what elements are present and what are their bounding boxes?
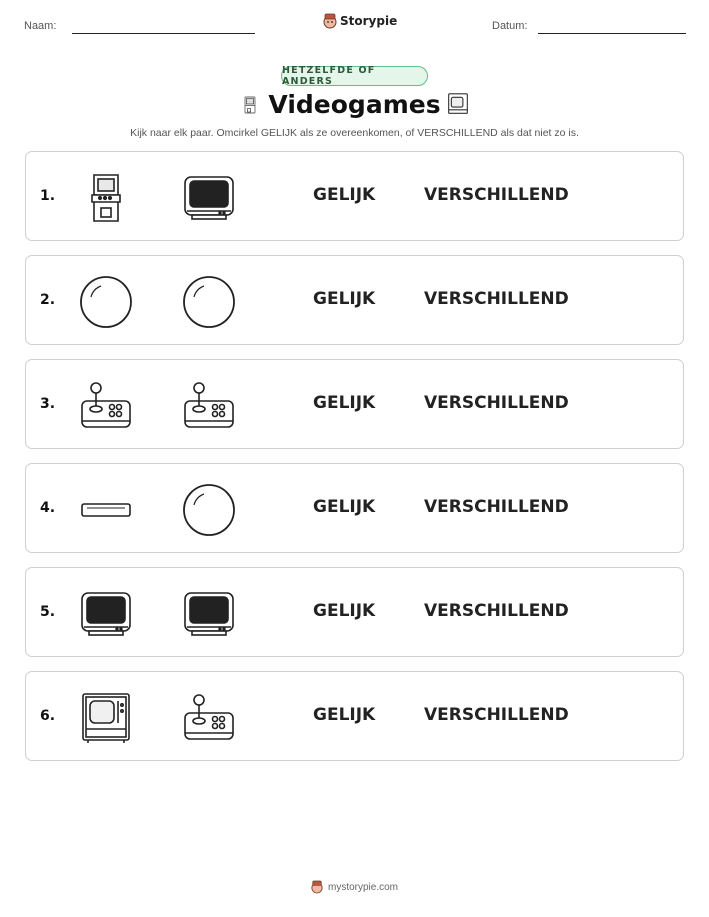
footer-url[interactable]: mystorypie.com	[327, 881, 398, 893]
joystick-icon	[182, 379, 236, 433]
option-different[interactable]: VERSCHILLEND	[424, 601, 569, 621]
activity-badge: HETZELFDE OF ANDERS	[281, 66, 428, 86]
option-different[interactable]: VERSCHILLEND	[424, 393, 569, 413]
question-row	[25, 255, 684, 345]
joystick-icon	[79, 379, 133, 433]
question-number: 1.	[40, 188, 56, 204]
question-row	[25, 567, 684, 657]
storypie-mascot-icon	[323, 13, 337, 29]
option-different[interactable]: VERSCHILLEND	[424, 497, 569, 517]
question-row	[25, 463, 684, 553]
option-same[interactable]: GELIJK	[313, 497, 376, 517]
page-title: Videogames	[268, 90, 441, 119]
joystick-icon	[182, 691, 236, 745]
retro-tv-icon	[446, 91, 470, 121]
question-number: 5.	[40, 604, 56, 620]
date-label: Datum:	[492, 20, 528, 32]
date-line[interactable]	[538, 33, 686, 34]
question-row	[25, 151, 684, 241]
instructions: Kijk naar elk paar. Omcirkel GELIJK als ze overeenkomen, of VERSCHILLEND als dat niet zo is.	[130, 127, 579, 139]
option-different[interactable]: VERSCHILLEND	[424, 705, 569, 725]
option-same[interactable]: GELIJK	[313, 185, 376, 205]
question-number: 2.	[40, 292, 56, 308]
option-same[interactable]: GELIJK	[313, 601, 376, 621]
option-different[interactable]: VERSCHILLEND	[424, 289, 569, 309]
option-different[interactable]: VERSCHILLEND	[424, 185, 569, 205]
crt-monitor-icon	[182, 587, 236, 641]
name-label: Naam:	[24, 20, 57, 32]
option-same[interactable]: GELIJK	[313, 393, 376, 413]
question-number: 6.	[40, 708, 56, 724]
brand-logo	[323, 13, 397, 29]
option-same[interactable]: GELIJK	[313, 705, 376, 725]
question-row	[25, 671, 684, 761]
crt-monitor-icon	[182, 171, 236, 225]
disc-icon	[182, 483, 236, 537]
storypie-mascot-icon	[311, 880, 323, 894]
question-number: 3.	[40, 396, 56, 412]
retro-tv-icon	[79, 691, 133, 745]
option-same[interactable]: GELIJK	[313, 289, 376, 309]
cartridge-icon	[79, 483, 133, 537]
disc-icon	[182, 275, 236, 329]
arcade-cabinet-icon	[79, 171, 133, 225]
disc-icon	[79, 275, 133, 329]
crt-monitor-icon	[79, 587, 133, 641]
footer	[0, 880, 709, 894]
brand-name: Storypie	[340, 14, 398, 28]
question-row	[25, 359, 684, 449]
question-number: 4.	[40, 500, 56, 516]
name-line[interactable]	[72, 33, 255, 34]
